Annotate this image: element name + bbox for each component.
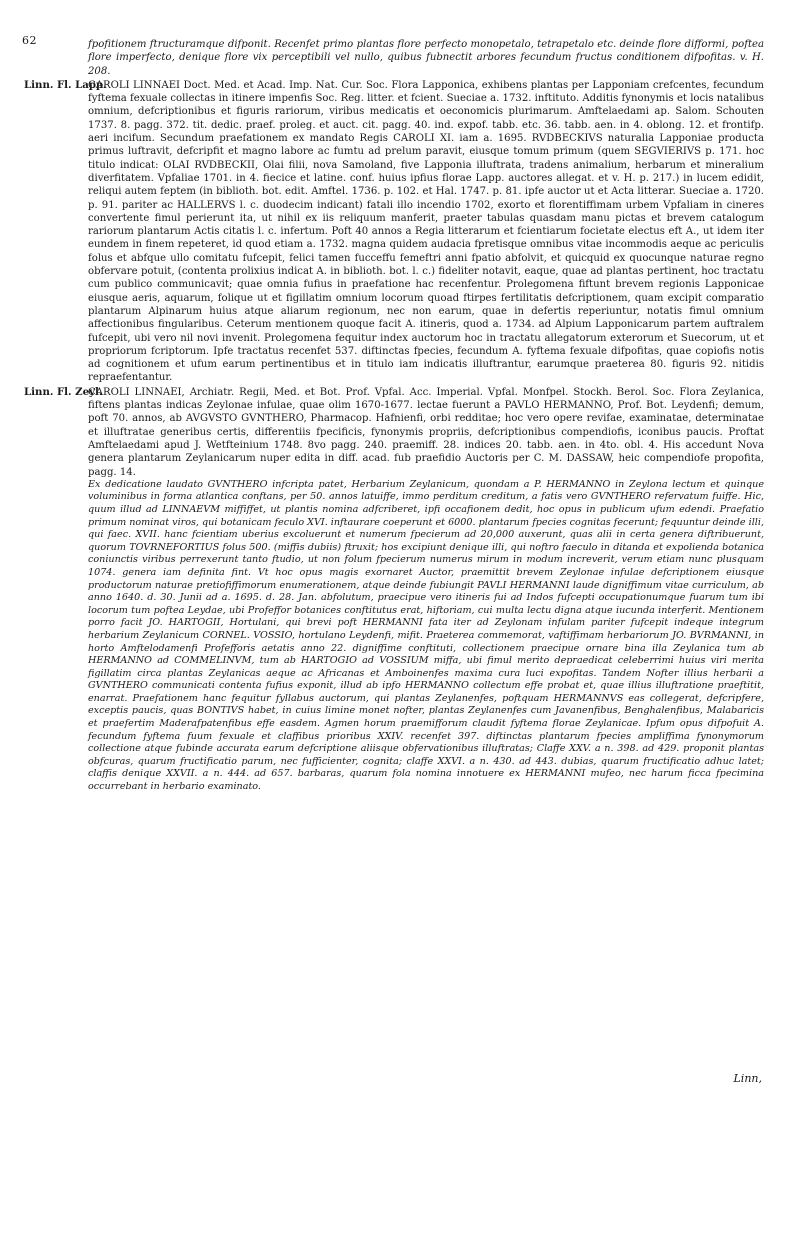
entry-text: CAROLI LINNAEI Doct. Med. et Acad. Imp. Nat. Cur. Soc. Flora Lapponica, exhibens plantas per Lapponiam crefcentes, fecundum fyftema fexuale collectas in itinere impenfis Soc. Reg. litter. et fcient. Sueciae a. 1732. inftituto. Additis fynonymis et locis natalibus omnium, defcriptionibus et figuris rariorum, viribus medicatis et oeconomicis plurimarum. Amftelaedami ap. Salom. Schouten 1737. 8. pagg. 372. tit. dedic. praef. proleg. et auct. cit. pagg. 40. ind. expof. tabb. etc. 36. tabb. aen. in 4. oblong. 12. et frontifp. aeri incifum. Secundum praefationem ex mandato Regis CAROLI XI. iam a. 1695. RVDBECKIVS naturalia Lapponiae producta primus luftravit, defcripfit et magno labore ac fumtu ad prelum paravit, eiusque tomum primum (quem SEGVIERIVS p. 171. hoc titulo indicat: OLAI RVDBECKII, Olai filii, nova Samoland, five Lapponia illuftrata, tradens animalium, herbarum et mineralium diverfitatem. Vpfaliae 1701. in 4. fiecice et latine. conf. huius ipfius florae Lapp. auctores allegat. et v. H. p. 217.) in lucem edidit, reliqui autem feptem (in biblioth. bot. edit. Amftel. 1736. p. 102. et Hal. 1747. p. 81. ipfe auctor ut et Acta litterar. Sueciae a. 1720. p. 91. pariter ac HALLERVS l. c. duodecim indicant) fatali illo incendio 1702, exorto et florentiffimam urbem Vpfaliam in cineres convertente fimul perierunt ita, ut nihil ex iis reliquum manferit, praeter tabulas quasdam manu pictas et brevem catalogum rariorum plantarum Actis citatis l. c. infertum. Poft 40 annos a Regia litterarum et fcientiarum focietate electus eft A., ut idem iter eundem in finem repeteret, id quod etiam a. 1732. magna quidem audacia fpretisque omnibus vitae incommodis aeque ac periculis folus et abfque ullo comitatu fufcepit, felici tamen fucceffu femeftri anni fpatio abfolvit, et quicquid ex quocunque naturae regno obfervare potuit, (contenta prolixius indicat A. in biblioth. bot. l. c.) fideliter notavit, eaque, quae ad plantas pertinent, hoc tractatu cum publico communicavit; quae omnia fufius in praefatione hac recenfentur. Prolegomena fiftunt brevem regionis Lapponicae eiusque aeris, aquarum, folique ut et figillatim omnium locorum quoad ftirpes fertilitatis defcriptionem, quam excipit comparatio plantarum Alpinarum huius atque aliarum regionum, nec non earum, quae in defertis reperiuntur, notatis fimul omnium affectionibus fingularibus. Ceterum mentionem quoque facit A. itineris, quod a. 1734. ad Alpium Lapponicarum partem auftralem fufcepit, ubi vero nil novi invenit. Prolegomena fequitur index auctorum hoc in tractatu allegatorum exterorum et Suecorum, ut et propriorum fcriptorum. Ipfe tractatus recenfet 537. diftinctas fpecies, fecundum A. fyftema fexuale difpofitas, quae copiofis notis ad cognitionem et ufum earum pertinentibus et in titulo iam indicatis illuftrantur, earumque praeterea 80. figuris 92. nitidis repraefentantur.	[88, 79, 764, 384]
catchword: Linn,	[733, 1072, 762, 1085]
commentary-paragraph: Ex dedicatione laudato GVNTHERO infcripta patet, Herbarium Zeylanicum, quondam a P. HERMANNO in Zeylona lectum et quinque voluminibus in forma atlantica conftans, per 50. annos latuiffe, immo perditum creditum, a fatis vero GVNTHERO refervatum fuiffe. Hic, quum illud ad LINNAEVM miffiffet, ut plantis nomina adfcriberet, ipfi occafionem dedit, hoc opus in publicum ufum edendi. Praefatio primum nominat viros, qui botanicam feculo XVI. inftaurare coeperunt et 6000. plantarum fpecies cognitas fecerunt; fequuntur deinde illi, qui faec. XVII. hanc fcientiam uberius excoluerunt et numerum fpecierum ad 20,000 auxerunt, quas alii in certa genera diftribuerunt, quorum TOVRNEFORTIUS folus 500. (miffis dubiis) ftruxit; hos excipiunt denique illi, qui noftro faeculo in ditanda et expolienda botanica coniunctis viribus perrexerunt tanto ftudio, ut non folum fpecierum numerus mirum in modum increverit, verum etiam nunc plusquam 1074. genera iam definita fint. Vt hoc opus magis exornaret Auctor, praemittit brevem Zeylonae infulae defcriptionem eiusque productorum naturae pretiofiffimorum enumerationem, atque deinde fubiungit PAVLI HERMANNI laude digniffimum vitae curriculum, ab anno 1640. d. 30. Junii ad a. 1695. d. 28. Jan. abfolutum, praecipue vero itineris fui ad Indos fufcepti occupationumque fuarum tum ibi locorum tum poftea Leydae, ubi Profeffor botanices conftitutus erat, hiftoriam, cui multa lectu digna atque iucunda interferit. Mentionem porro facit JO. HARTOGII, Hortulani, qui brevi poft HERMANNI fata iter ad Zeylonam infulam pariter fufcepit indeque integrum herbarium Zeylanicum CORNEL. VOSSIO, hortulano Leydenfi, mifit. Praeterea commemorat, vaftiffimam herbariorum JO. BVRMANNI, in horto Amftelodamenfi Profefforis aetatis anno 22. digniffime conftituti, collectionem praecipue ornare bina illa Zeylanica tum ab HERMANNO ad COMMELINVM, tum ab HARTOGIO ad VOSSIUM miffa, ubi fimul merito depraedicat celeberrimi huius viri merita figillatim circa plantas Zeylanicas aeque ac Africanas et Amboinenfes maxima cura luci expofitas. Tandem Nofter illius herbarii a GVNTHERO communicati contenta fufius exponit, illud ab ipfo HERMANNO collectum effe probat et, quae illius illuftratione praeftitit, enarrat. Praefationem hanc fequitur fyllabus auctorum, qui plantas Zeylanenfes, poftquam HERMANNVS eas collegerat, defcripfere, exceptis paucis, quas BONTIVS habet, in cuius limine monet nofter, plantas Zeylanenfes cum Javanenfibus, Benghalenfibus, Malabaricis et praefertim Maderafpatenfibus effe easdem. Agmen horum praemifforum claudit fyftema florae Zeylanicae. Ipfum opus difpofuit A. fecundum fyftema fuum fexuale et claffibus prioribus XXIV. recenfet 397. diftinctas plantarum fpecies ampliffima fynonymorum collectione atque fubinde accurata earum defcriptione aliisque obfervationibus illuftratas; Claffe XXV. a n. 398. ad 429. proponit plantas obfcuras, quarum fructificatio parum, nec fufficienter, cognita; claffe XXVI. a n. 430. ad 443. dubias, quarum fructificatio adhuc latet; claffis denique XXVII. a n. 444. ad 657. barbaras, quarum fola nomina innotuere ex HERMANNI mufeo, nec harum ficca fpecimina occurrebant in herbario examinato.	[88, 478, 764, 793]
entry-flora-zeylanica	[24, 385, 764, 479]
page-number: 62	[22, 34, 37, 47]
entry-flora-lapponica	[24, 78, 764, 385]
intro-paragraph: fpofitionem ftructuramque difponit. Recenfet primo plantas flore perfecto monopetalo, tetrapetalo etc. deinde flore difformi, poftea flore imperfecto, denique flore vix perceptibili vel nullo, quibus fubnectit arbores fecundum fructus conditionem difpofitas. v. H. 208.	[88, 39, 764, 77]
entry-label: Linn. Fl. Lapp.	[24, 78, 107, 91]
entry-label: Linn. Fl. Zeyl.	[24, 385, 103, 398]
entry-text: CAROLI LINNAEI, Archiatr. Regii, Med. et Bot. Prof. Vpfal. Acc. Imperial. Vpfal. Monfpel. Stockh. Berol. Soc. Flora Zeylanica, fiftens plantas indicas Zeylonae infulae, quae olim 1670-1677. lectae fuerunt a PAVLO HERMANNO, Prof. Bot. Leydenfi; demum, poft 70. annos, ab AVGVSTO GVNTHERO, Pharmacop. Hafnienfi, orbi redditae; hoc vero opere revifae, examinatae, determinatae et illuftratae generibus certis, differentiis fpecificis, fynonymis propriis, defcriptionibus compendiofis, iconibus paucis. Proftat Amftelaedami apud J. Wetfteinium 1748. 8vo pagg. 240. praemiff. 28. indices 20. tabb. aen. in 4to. obl. 4. His accedunt Nova genera plantarum Zeylanicarum nuper edita in diff. acad. fub praefidio Auctoris per C. M. DASSAW, heic compendiofe propofita, pagg. 14.	[88, 386, 764, 478]
